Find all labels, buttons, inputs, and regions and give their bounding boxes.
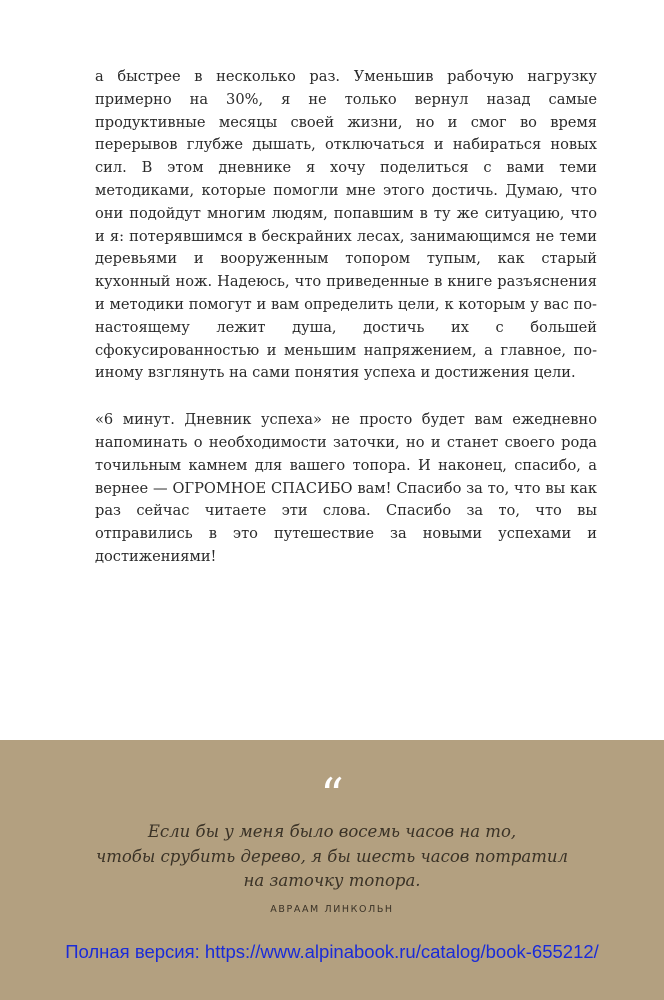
quote-line-1: Если бы у меня было восемь часов на то,	[147, 822, 517, 841]
quote-author: АВРААМ ЛИНКОЛЬН	[270, 904, 394, 915]
quote-line-3: на заточку топора.	[243, 871, 421, 890]
quote-line-2: чтобы срубить дерево, я бы шесть часов потратил	[95, 846, 569, 866]
body-paragraph-1: а быстрее в несколько раз. Уменьшив рабочую нагрузку примерно на 30%, я не только вернул назад самые продуктивные месяцы своей жизни, но и смог во время перерывов глубже дышать, отключаться и набираться новых сил. В этом дневнике я хочу поделиться с вами теми методиками, которые помогли мне этого достичь. Думаю, что они подойдут многим людям, попавшим в ту же ситуацию, что и я: потерявшимся в бескрайних лесах, занимающимся не теми деревьями и вооруженным топором тупым, как старый кухонный нож. Надеюсь, что приведенные в книге разъяснения и методики помогут и вам определить цели, к которым у вас по-настоящему лежит душа, достичь их с большей сфокусированностью и меньшим напряжением, а главное, по-иному взглянуть на сами понятия успеха и достижения цели.	[95, 68, 597, 382]
full-version-link[interactable]: Полная версия: https://www.alpinabook.ru/catalog/book-655212/	[65, 941, 599, 962]
page-body	[95, 66, 597, 569]
quote-text	[60, 820, 604, 894]
quote-mark-icon: “	[320, 768, 344, 822]
body-paragraph-2: «6 минут. Дневник успеха» не просто будет вам ежедневно напоминать о необходимости заточки, но и станет своего рода точильным камнем для вашего топора. И наконец, спасибо, а вернее — ОГРОМНОЕ СПАСИБО вам! Спасибо за то, что вы как раз сейчас читаете эти слова. Спасибо за то, что вы отправились в это путешествие за новыми успехами и достижениями!	[95, 411, 597, 565]
